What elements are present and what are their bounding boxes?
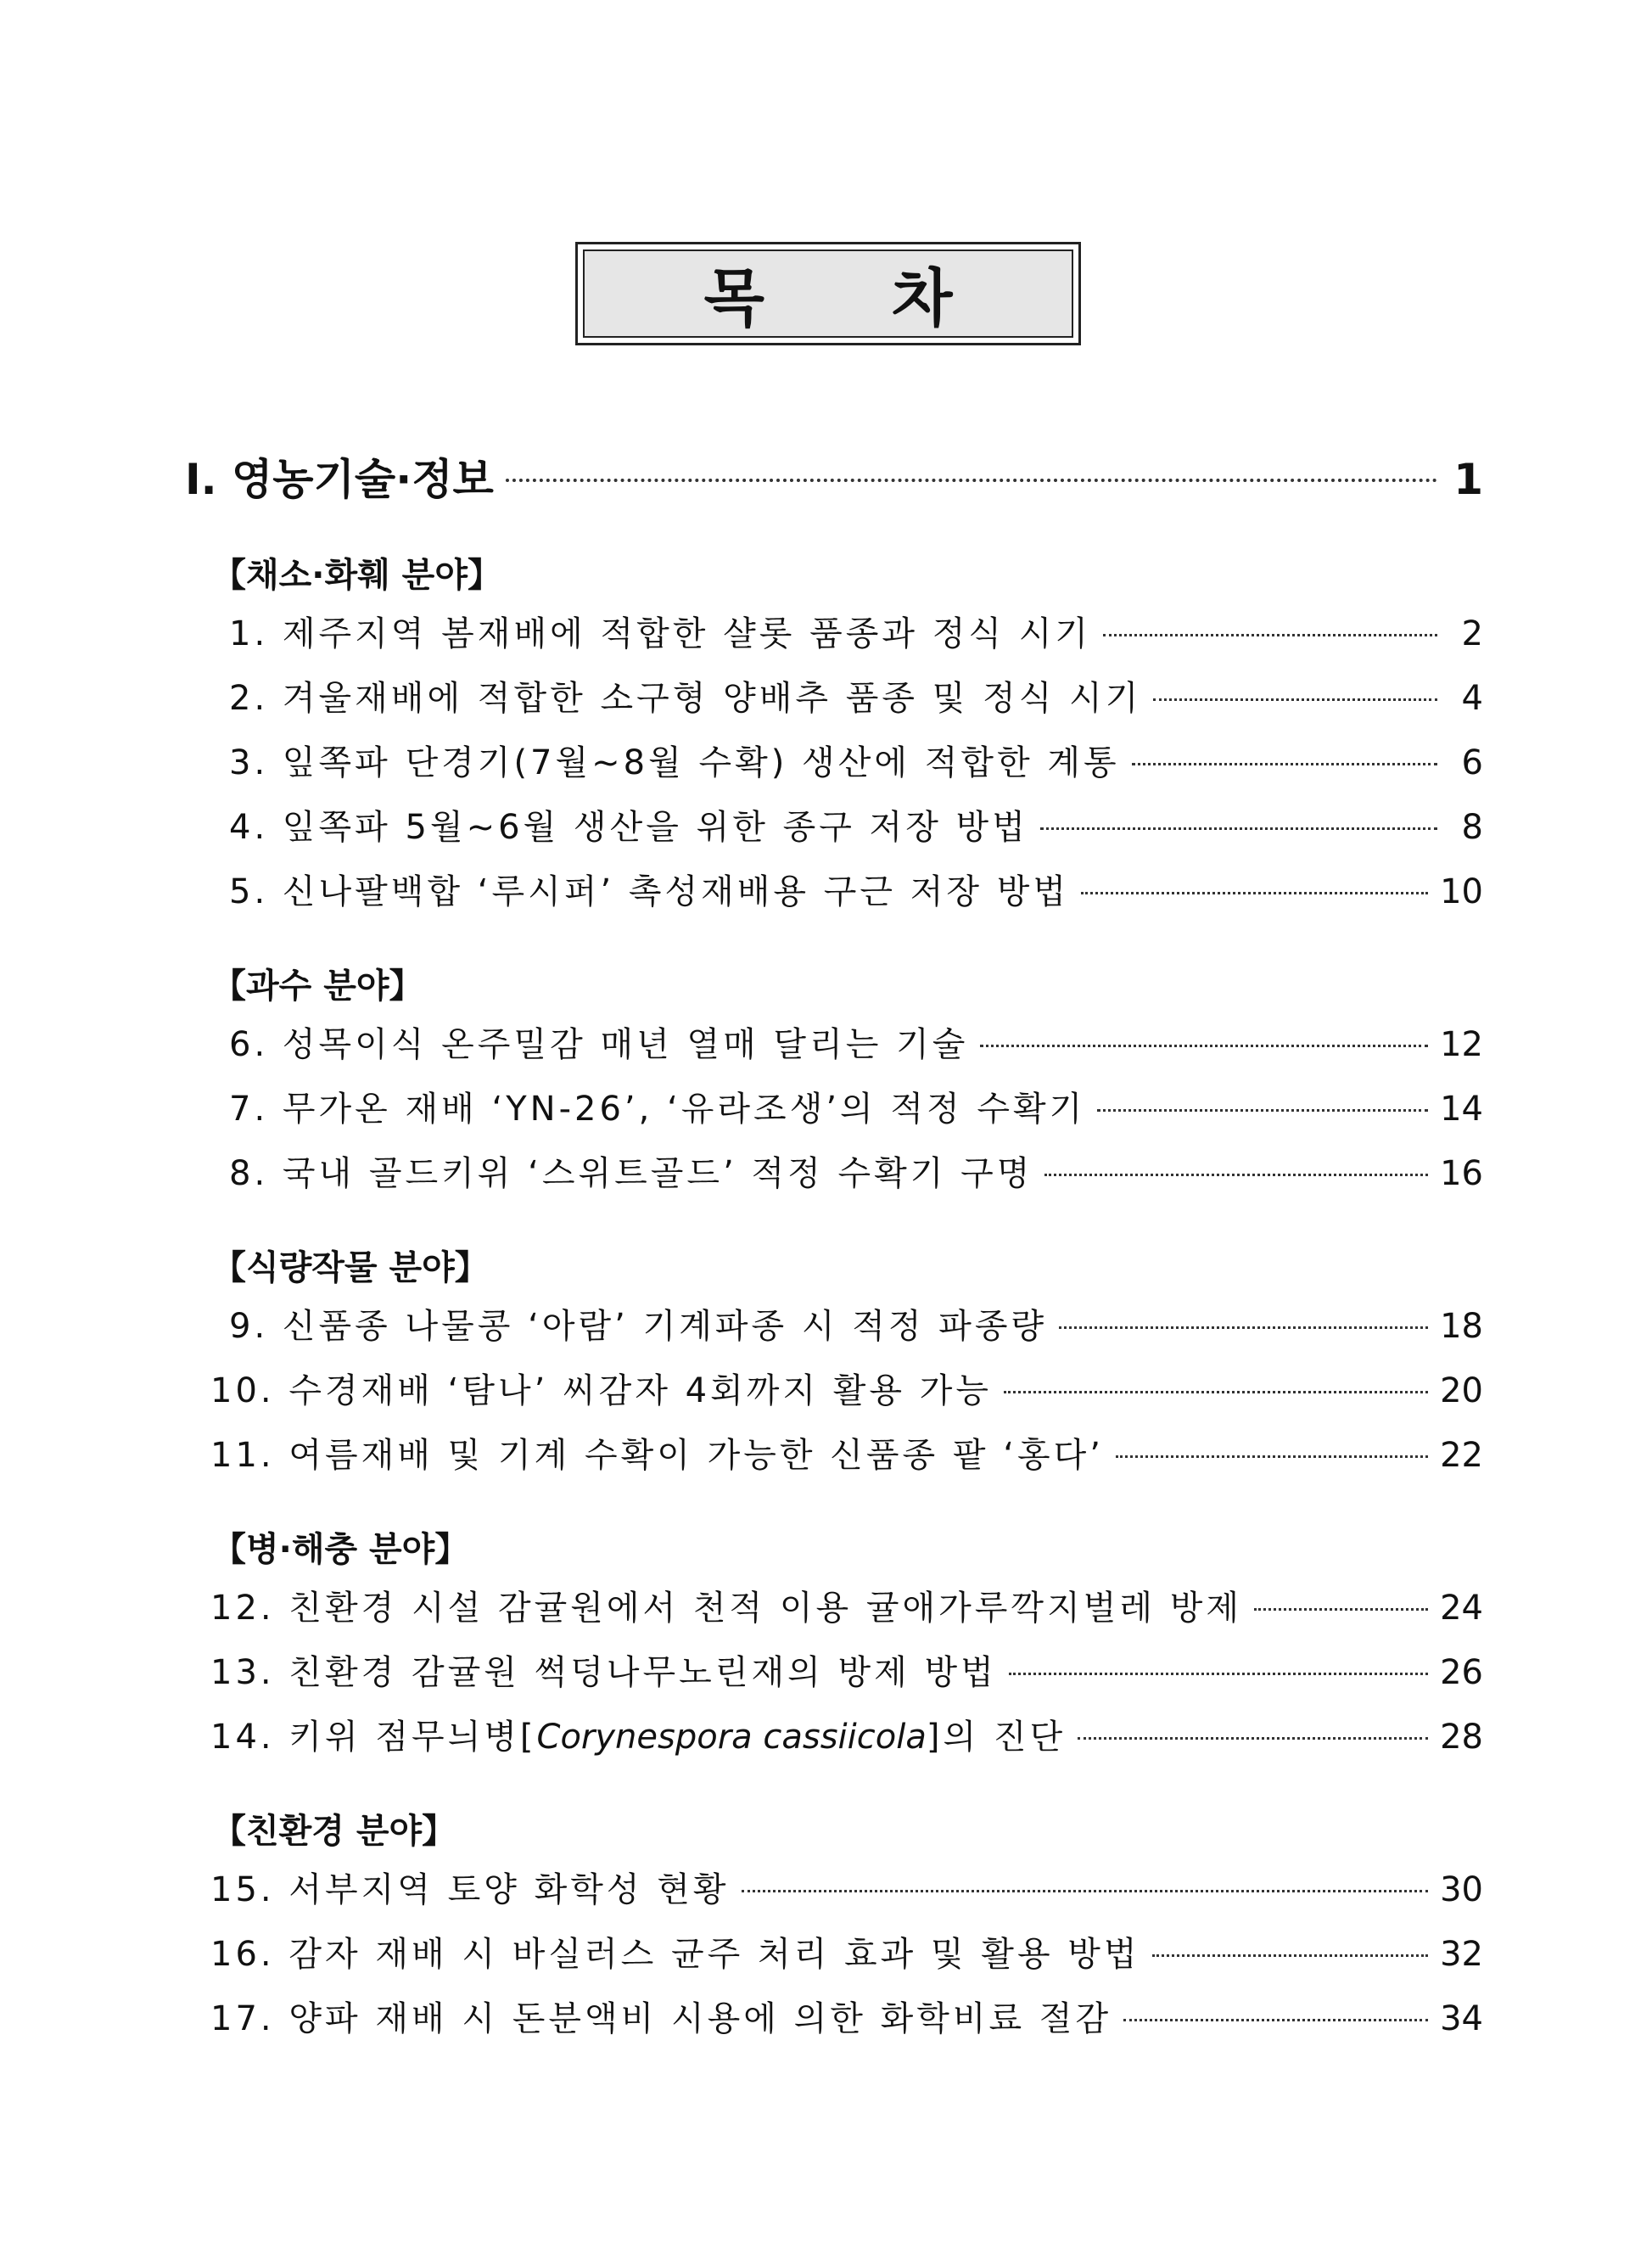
toc-entry-number: 7. <box>229 1090 269 1129</box>
toc-entry-page: 22 <box>1440 1436 1483 1475</box>
toc-entry-number: 5. <box>229 872 269 911</box>
dot-leader <box>1103 634 1437 636</box>
toc-entry-text: 무가온 재배 ‘YN-26’, ‘유라조생’의 적정 수확기 <box>282 1090 1086 1129</box>
toc-entry-page: 30 <box>1440 1870 1483 1909</box>
part-heading-row[interactable] <box>185 446 1483 513</box>
section-heading: 【식량작물 분야】 <box>212 1248 489 1287</box>
toc-entry-title <box>210 1576 1242 1640</box>
toc-entry[interactable] <box>185 1294 1483 1359</box>
toc-entry[interactable] <box>185 1141 1483 1206</box>
toc-entry-text: 수경재배 ‘탐나’ 씨감자 4회까지 활용 가능 <box>288 1371 993 1410</box>
toc-entry-text: 신품종 나물콩 ‘아람’ 기계파종 시 적정 파종량 <box>282 1307 1048 1346</box>
toc-entry-title <box>229 1077 1085 1141</box>
toc-entry[interactable] <box>185 1576 1483 1640</box>
part-page: 1 <box>1453 455 1483 504</box>
toc-entry-title <box>210 1705 1066 1769</box>
toc-entry-title <box>229 1012 968 1077</box>
toc-entry-text: 겨울재배에 적합한 소구형 양배추 품종 및 정식 시기 <box>282 679 1142 718</box>
toc-entry-title <box>210 1423 1104 1488</box>
toc-entry-title <box>229 731 1120 795</box>
toc-entry-text: 친환경 시설 감귤원에서 천적 이용 귤애가루깍지벌레 방제 <box>288 1589 1242 1628</box>
toc-entry-title <box>210 1640 997 1705</box>
toc-entry-title <box>210 1858 730 1922</box>
toc-entry-text: 잎쪽파 5월~6월 생산을 위한 종구 저장 방법 <box>282 808 1028 847</box>
toc-entry-number: 2. <box>229 679 269 718</box>
dot-leader <box>1123 2019 1428 2021</box>
toc-entry-title <box>229 795 1028 860</box>
toc-entry[interactable] <box>185 795 1483 860</box>
scientific-name: Corynespora cassiicola <box>536 1718 927 1757</box>
toc-heading: 목차 <box>703 262 1080 335</box>
toc-entry-number: 9. <box>229 1307 269 1346</box>
toc-entry[interactable] <box>185 731 1483 795</box>
toc-entry-text: 신나팔백합 ‘루시퍼’ 촉성재배용 구근 저장 방법 <box>282 872 1070 911</box>
toc-entry[interactable] <box>185 1077 1483 1141</box>
toc-entry[interactable] <box>185 1359 1483 1423</box>
toc-entry-number: 13. <box>210 1653 275 1692</box>
toc-entry-page: 8 <box>1461 808 1483 847</box>
toc-entry-text: 성목이식 온주밀감 매년 열매 달리는 기술 <box>282 1025 969 1064</box>
toc-entry-number: 1. <box>229 614 269 653</box>
section-heading: 【친환경 분야】 <box>212 1812 456 1851</box>
dot-leader <box>1254 1608 1428 1611</box>
toc-entry-text: 국내 골드키위 ‘스위트골드’ 적정 수확기 구명 <box>282 1154 1033 1193</box>
toc-entry-text: 서부지역 토양 화학성 현황 <box>288 1870 730 1909</box>
toc-entry[interactable] <box>185 860 1483 924</box>
toc-entry-number: 3. <box>229 743 269 782</box>
dot-leader <box>1132 763 1437 765</box>
dot-leader <box>1097 1109 1428 1112</box>
toc-entry-page: 20 <box>1440 1371 1483 1410</box>
toc-entry-title <box>210 1922 1140 1987</box>
toc-entry-number: 17. <box>210 1999 275 2038</box>
dot-leader <box>1081 892 1428 894</box>
toc-entry-title <box>229 860 1069 924</box>
toc-entry[interactable] <box>185 1012 1483 1077</box>
toc-entry-page: 24 <box>1440 1589 1483 1628</box>
toc-entry-page: 6 <box>1461 743 1483 782</box>
section-heading: 【과수 분야】 <box>212 967 423 1006</box>
toc-entry-page: 34 <box>1440 1999 1483 2038</box>
toc-entry-number: 4. <box>229 808 269 847</box>
toc-entry-text: 감자 재배 시 바실러스 균주 처리 효과 및 활용 방법 <box>288 1935 1140 1974</box>
toc-entry[interactable] <box>185 1987 1483 2051</box>
dot-leader <box>1116 1455 1428 1458</box>
toc-entry[interactable] <box>185 1858 1483 1922</box>
toc-entry-page: 14 <box>1440 1090 1483 1129</box>
toc-entry-number: 14. <box>210 1718 275 1757</box>
toc-heading-inner <box>583 249 1080 338</box>
toc-entry-title <box>229 1294 1047 1359</box>
section-heading: 【채소·화훼 분야】 <box>212 556 501 595</box>
dot-leader <box>1009 1673 1428 1675</box>
toc-entry-page: 2 <box>1461 614 1483 653</box>
toc-entry-title <box>229 602 1091 666</box>
dot-leader <box>980 1045 1428 1047</box>
toc-entry-text: 키위 점무늬병[ <box>288 1718 537 1757</box>
dot-leader <box>1153 698 1437 701</box>
toc-entry-text: 제주지역 봄재배에 적합한 샬롯 품종과 정식 시기 <box>282 614 1091 653</box>
dot-leader <box>1152 1954 1429 1957</box>
dot-leader <box>1078 1737 1428 1740</box>
toc-entry[interactable] <box>185 1922 1483 1987</box>
toc-entry-title <box>210 1359 992 1423</box>
toc-heading-box <box>575 242 1081 345</box>
toc-entry[interactable] <box>185 602 1483 666</box>
dot-leader <box>1040 827 1437 830</box>
toc-entry-page: 28 <box>1440 1718 1483 1757</box>
toc-entry-text: 친환경 감귤원 썩덩나무노린재의 방제 방법 <box>288 1653 997 1692</box>
toc-entry-page: 18 <box>1440 1307 1483 1346</box>
toc-entry-number: 11. <box>210 1436 275 1475</box>
dot-leader <box>1044 1174 1428 1176</box>
dot-leader <box>1004 1391 1428 1393</box>
toc-entry-page: 12 <box>1440 1025 1483 1064</box>
section-heading: 【병·해충 분야】 <box>212 1530 469 1569</box>
toc-entry[interactable] <box>185 1705 1483 1769</box>
toc-entry-number: 8. <box>229 1154 269 1193</box>
toc-entry-text: 잎쪽파 단경기(7월~8월 수확) 생산에 적합한 계통 <box>282 743 1120 782</box>
toc-entry-page: 4 <box>1461 679 1483 718</box>
part-heading: Ⅰ. 영농기술·정보 <box>185 455 494 504</box>
toc-entry-number: 16. <box>210 1935 275 1974</box>
toc-entry-text: 여름재배 및 기계 수확이 가능한 신품종 팥 ‘홍다’ <box>288 1436 1104 1475</box>
dot-leader <box>742 1890 1429 1892</box>
dot-leader <box>506 479 1437 482</box>
toc-sections <box>185 549 1483 2051</box>
toc-entry-page: 10 <box>1440 872 1483 911</box>
toc-entry-title <box>229 666 1141 731</box>
toc-entry-text-after: ]의 진단 <box>926 1718 1067 1757</box>
toc-entry-page: 16 <box>1440 1154 1483 1193</box>
toc-entry[interactable] <box>185 1423 1483 1488</box>
toc-entry-text: 양파 재배 시 돈분액비 시용에 의한 화학비료 절감 <box>288 1999 1112 2038</box>
toc-entry[interactable] <box>185 1640 1483 1705</box>
table-of-contents <box>185 446 1483 2051</box>
toc-entry-number: 12. <box>210 1589 275 1628</box>
toc-entry-page: 32 <box>1440 1935 1483 1974</box>
dot-leader <box>1059 1326 1428 1329</box>
toc-entry-title <box>229 1141 1033 1206</box>
toc-entry-page: 26 <box>1440 1653 1483 1692</box>
toc-entry[interactable] <box>185 666 1483 731</box>
toc-entry-title <box>210 1987 1112 2051</box>
toc-entry-number: 6. <box>229 1025 269 1064</box>
toc-entry-number: 10. <box>210 1371 275 1410</box>
toc-entry-number: 15. <box>210 1870 275 1909</box>
